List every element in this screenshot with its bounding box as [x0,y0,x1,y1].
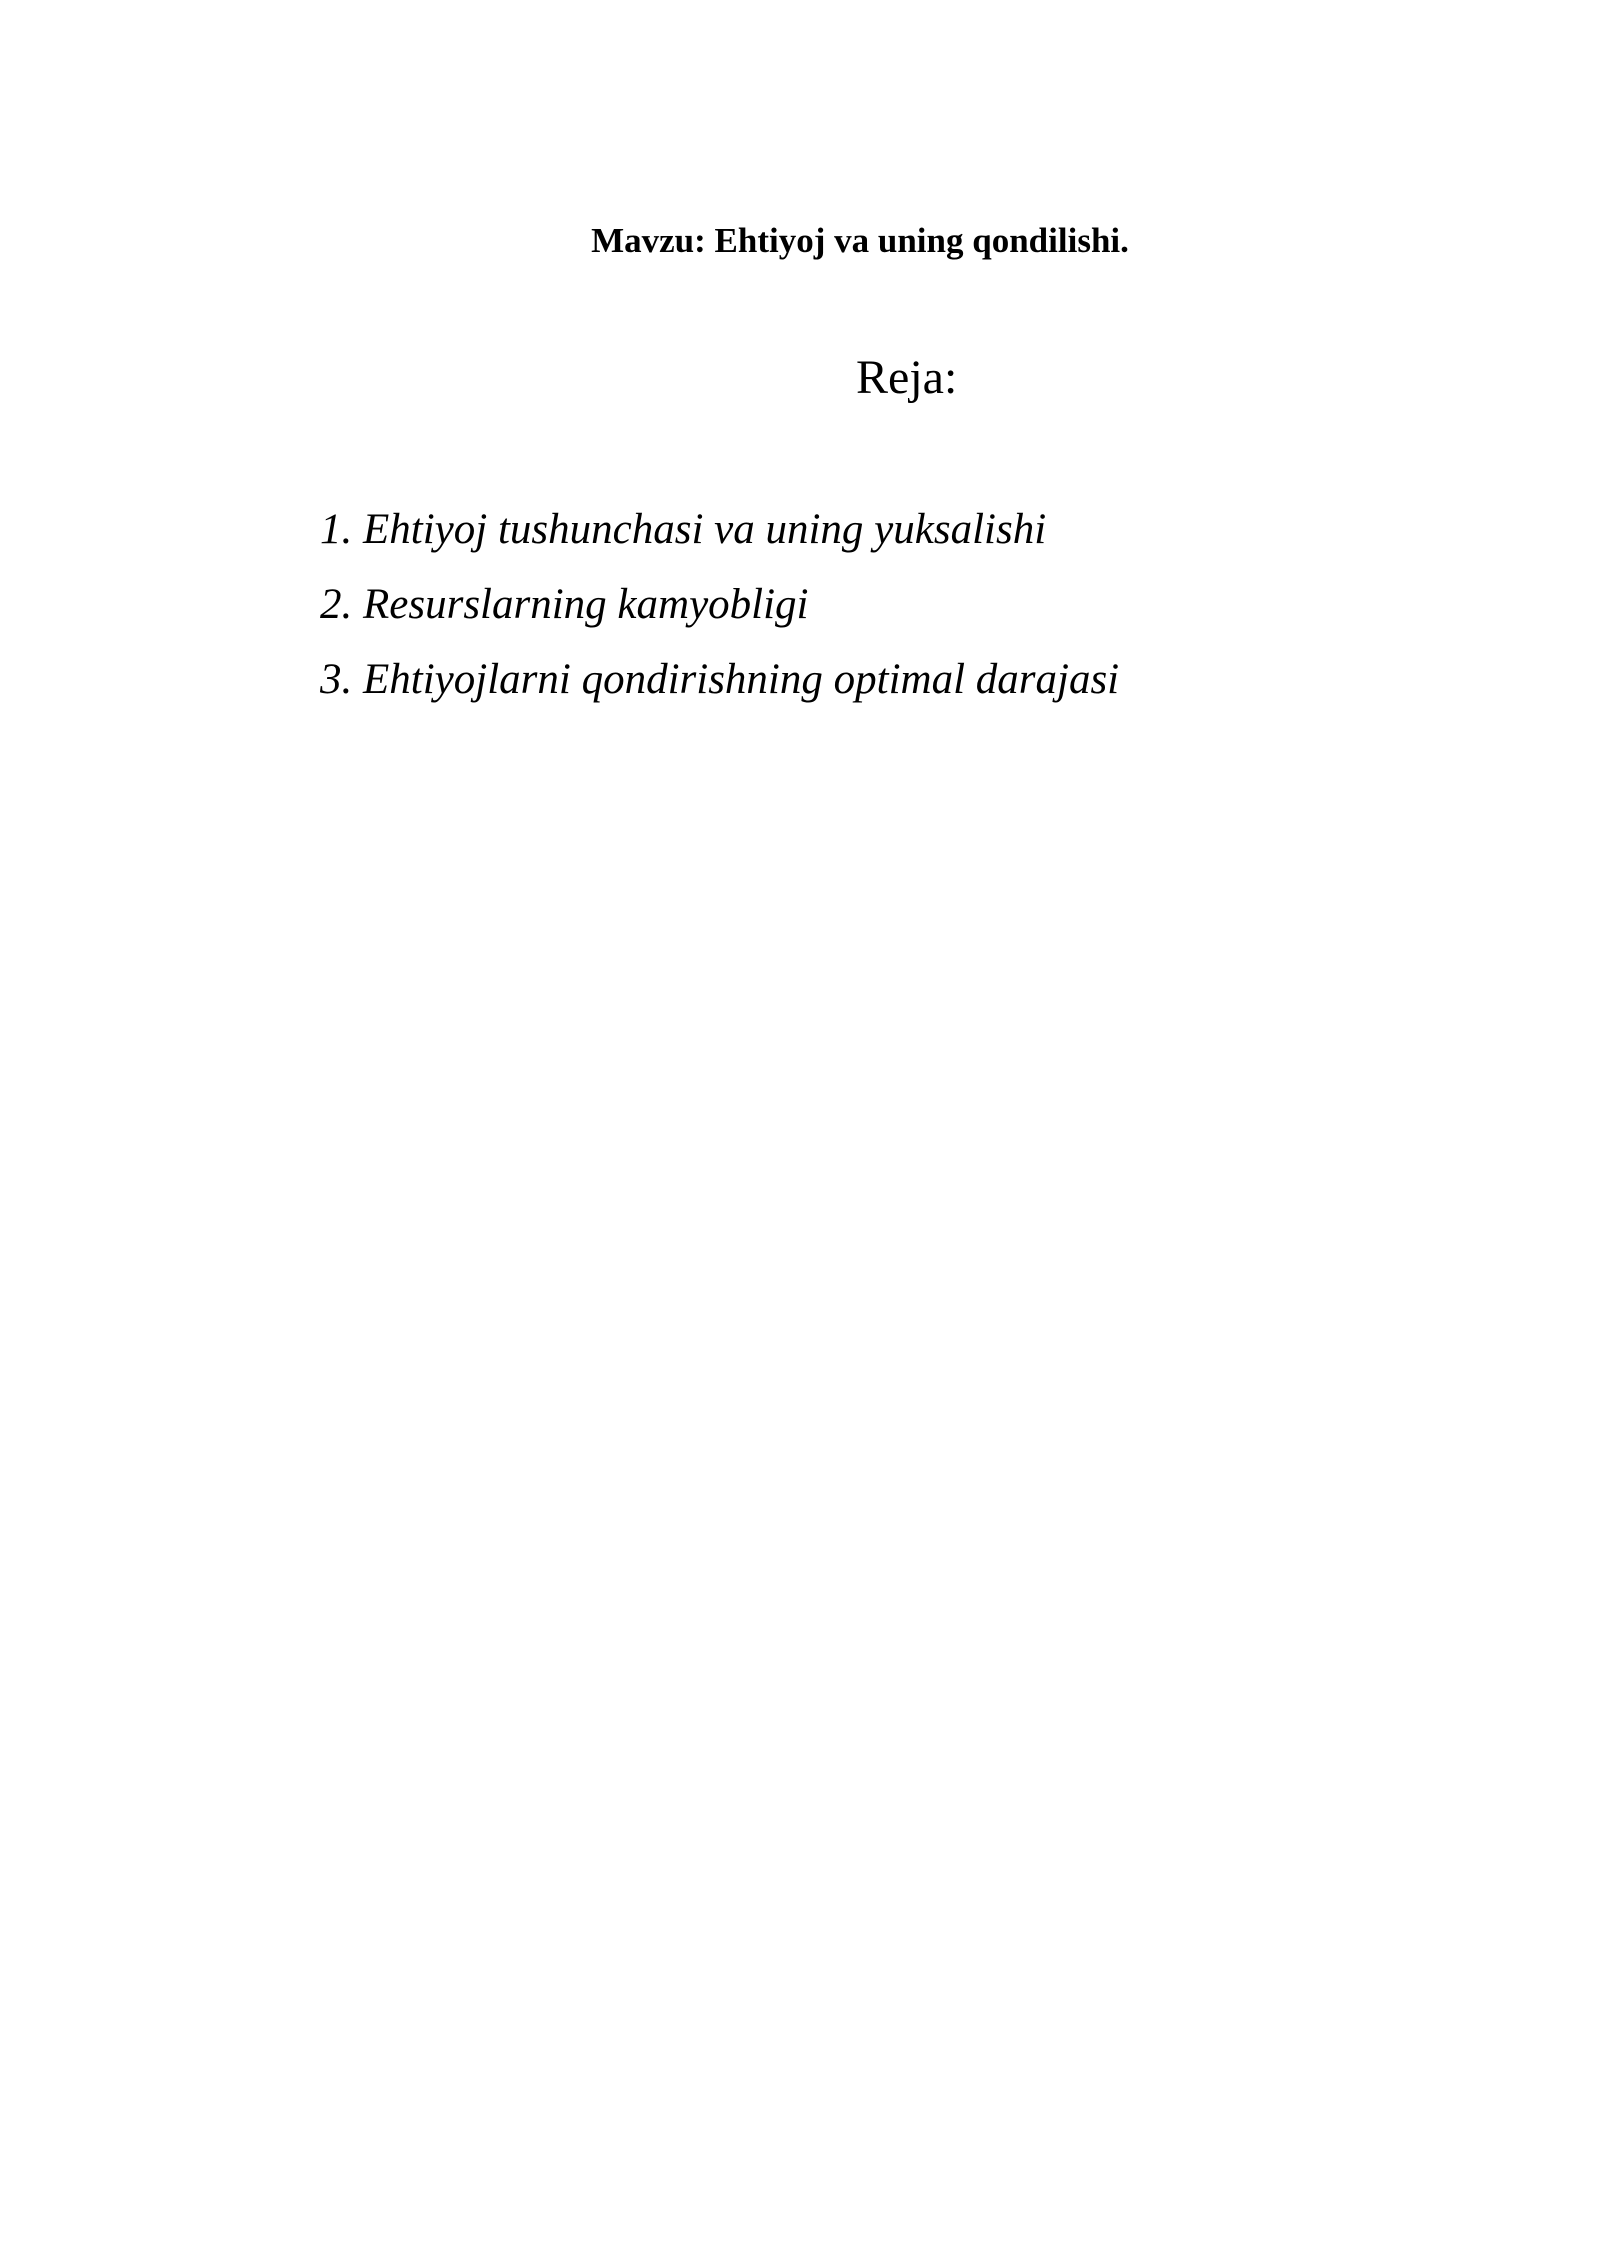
plan-list [320,492,1119,717]
plan-item: 3. Ehtiyojlarni qondirishning optimal darajasi [320,656,1120,703]
plan-item: 2. Resurslarning kamyobligi [320,581,809,628]
page-title: Mavzu: Ehtiyoj va uning qondilishi. [591,221,1129,260]
plan-heading: Reja: [856,351,958,404]
plan-item: 1. Ehtiyoj tushunchasi va uning yuksalishi [320,506,1047,553]
